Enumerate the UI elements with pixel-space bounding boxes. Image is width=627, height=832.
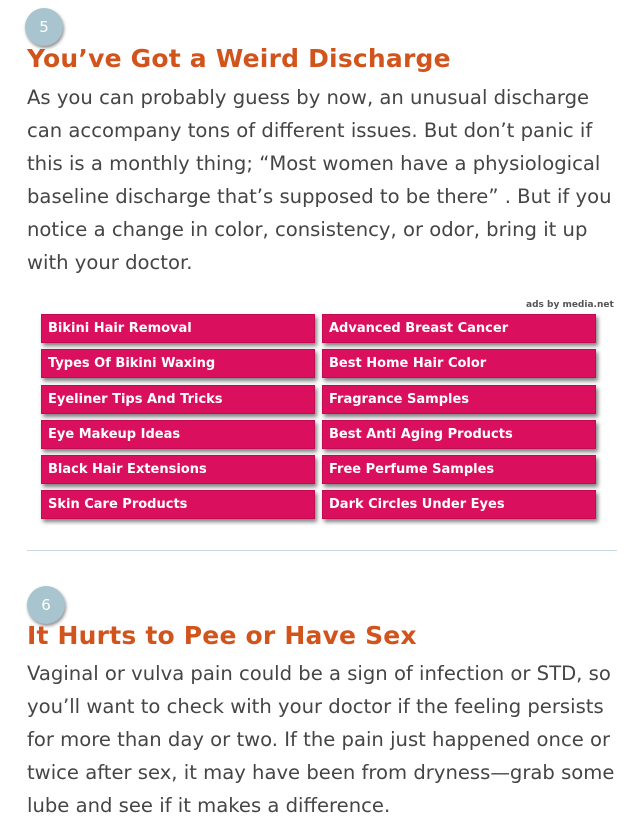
section-5-heading: You’ve Got a Weird Discharge [27,44,451,73]
ad-link-black-hair-extensions[interactable]: Black Hair Extensions [41,455,315,484]
ad-link-skin-care-products[interactable]: Skin Care Products [41,490,315,519]
section-6-heading: It Hurts to Pee or Have Sex [27,621,417,650]
ad-link-fragrance-samples[interactable]: Fragrance Samples [322,385,596,414]
ads-attribution-label[interactable]: ads by media.net [526,300,614,310]
section-divider [27,550,617,551]
ad-link-advanced-breast-cancer[interactable]: Advanced Breast Cancer [322,314,596,343]
section-5-body: As you can probably guess by now, an unusual discharge can accompany tons of different issues. But don’t panic if this is a monthly thing; “Most women have a physiological baseline discharge that’s supposed to be there” . But if you notice a change in color, consistency, or odor, bring it up with your doctor. [27,86,612,274]
ad-link-free-perfume-samples[interactable]: Free Perfume Samples [322,455,596,484]
section-5-number-badge: 5 [25,8,63,46]
ad-link-eye-makeup-ideas[interactable]: Eye Makeup Ideas [41,420,315,449]
ad-link-best-anti-aging-products[interactable]: Best Anti Aging Products [322,420,596,449]
section-6-body: Vaginal or vulva pain could be a sign of infection or STD, so you’ll want to check with your doctor if the feeling persists for more than day or two. If the pain just happened once or twice after sex, it may have been from dryness—grab some lube and see if it makes a difference. [27,662,615,817]
section-6-number-badge: 6 [27,586,65,624]
ad-link-bikini-hair-removal[interactable]: Bikini Hair Removal [41,314,315,343]
ad-link-dark-circles-under-eyes[interactable]: Dark Circles Under Eyes [322,490,596,519]
ad-link-eyeliner-tips[interactable]: Eyeliner Tips And Tricks [41,385,315,414]
ad-link-types-of-bikini-waxing[interactable]: Types Of Bikini Waxing [41,349,315,378]
ad-link-best-home-hair-color[interactable]: Best Home Hair Color [322,349,596,378]
